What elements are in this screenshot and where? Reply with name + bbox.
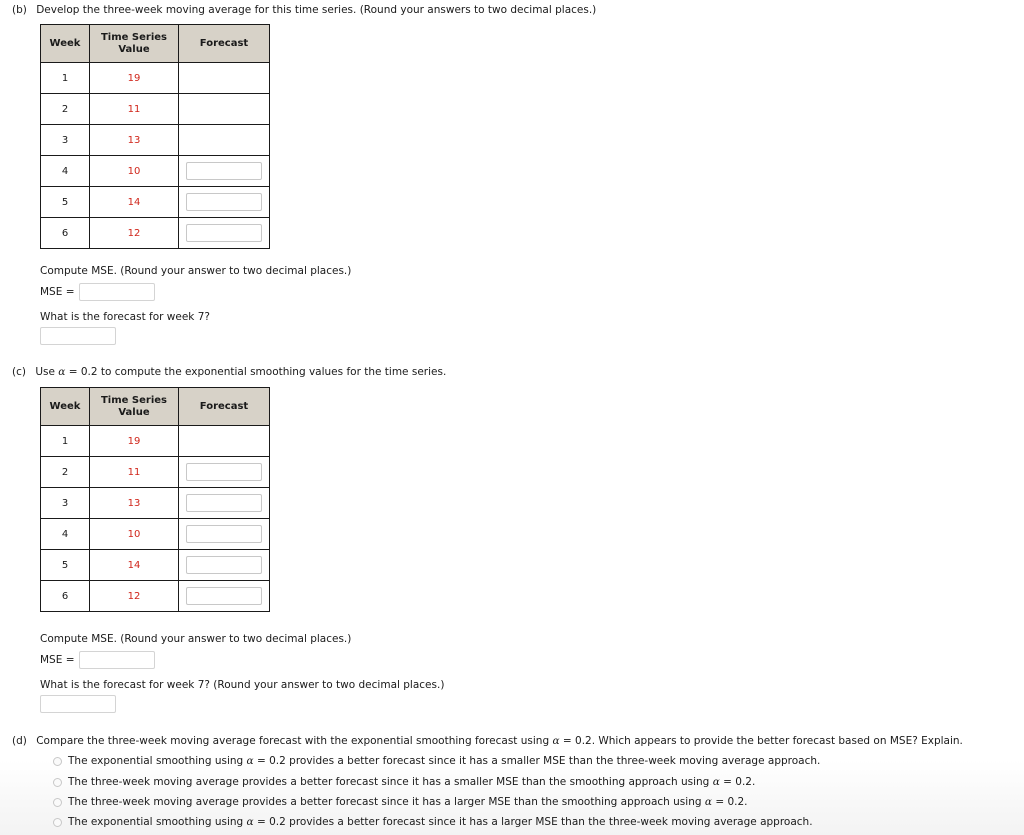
- alpha-symbol: α: [704, 796, 712, 808]
- header-forecast: Forecast: [179, 388, 270, 426]
- option-3[interactable]: [53, 796, 747, 808]
- table-header-row: [41, 25, 270, 63]
- part-d-label: (d): [12, 735, 27, 747]
- radio-button[interactable]: [53, 818, 62, 827]
- alpha-symbol: α: [246, 816, 254, 828]
- smoothing-input-week-3[interactable]: [186, 494, 262, 512]
- week-cell: 1: [41, 426, 90, 457]
- week-cell: 2: [41, 94, 90, 125]
- header-week: Week: [41, 25, 90, 63]
- forecast-input-week-6[interactable]: [186, 224, 262, 242]
- forecast-cell-empty: [179, 94, 270, 125]
- smoothing-input-week-2[interactable]: [186, 463, 262, 481]
- value-cell: 13: [90, 488, 179, 519]
- option-text-post: = 0.2 provides a better forecast since it has a smaller MSE than the three-week moving average approach.: [256, 755, 821, 767]
- forecast-cell: [179, 187, 270, 218]
- part-c-instruction-post: = 0.2 to compute the exponential smoothing values for the time series.: [68, 366, 447, 378]
- table-row: [41, 426, 270, 457]
- forecast-input-week-4[interactable]: [186, 162, 262, 180]
- value-cell: 14: [90, 187, 179, 218]
- header-forecast: Forecast: [179, 25, 270, 63]
- week-cell: 2: [41, 457, 90, 488]
- week-cell: 3: [41, 488, 90, 519]
- radio-button[interactable]: [53, 778, 62, 787]
- radio-button[interactable]: [53, 757, 62, 766]
- value-cell: 11: [90, 94, 179, 125]
- table-row: [41, 63, 270, 94]
- part-b-instruction: Develop the three-week moving average for this time series. (Round your answers to two decimal places.): [36, 4, 597, 16]
- header-value-line1: Time Series: [100, 394, 167, 406]
- smoothing-input-week-5[interactable]: [186, 556, 262, 574]
- week-cell: 5: [41, 187, 90, 218]
- week-cell: 5: [41, 550, 90, 581]
- part-c-mse-prompt: Compute MSE. (Round your answer to two decimal places.): [40, 633, 352, 645]
- option-1[interactable]: [53, 755, 820, 767]
- table-row: [41, 94, 270, 125]
- forecast-cell: [179, 550, 270, 581]
- table-row: [41, 218, 270, 249]
- week-cell: 1: [41, 63, 90, 94]
- smoothing-input-week-6[interactable]: [186, 587, 262, 605]
- forecast-cell-empty: [179, 125, 270, 156]
- table-row: [41, 125, 270, 156]
- part-c-mse-row: [40, 651, 155, 669]
- part-b-heading: [12, 4, 596, 16]
- part-d-heading: [12, 735, 963, 747]
- option-text-pre: The exponential smoothing using: [68, 816, 244, 828]
- value-cell: 11: [90, 457, 179, 488]
- smoothing-input-week-4[interactable]: [186, 525, 262, 543]
- forecast-cell: [179, 156, 270, 187]
- header-value: [90, 388, 179, 426]
- alpha-symbol: α: [552, 735, 560, 747]
- part-b-week7-input[interactable]: [40, 327, 116, 345]
- option-text-pre: The three-week moving average provides a better forecast since it has a larger MSE than the smoothing approach using: [68, 796, 702, 808]
- part-c-instruction-pre: Use: [35, 366, 55, 378]
- value-cell: 19: [90, 63, 179, 94]
- option-text-post: = 0.2.: [723, 776, 756, 788]
- table-row: [41, 519, 270, 550]
- part-c-label: (c): [12, 366, 26, 378]
- forecast-input-week-5[interactable]: [186, 193, 262, 211]
- header-value-line2: Value: [118, 406, 150, 418]
- table-row: [41, 581, 270, 612]
- alpha-symbol: α: [58, 366, 66, 378]
- forecast-cell: [179, 218, 270, 249]
- exponential-smoothing-table: [40, 387, 270, 612]
- week-cell: 4: [41, 519, 90, 550]
- forecast-cell-empty: [179, 426, 270, 457]
- part-b-forecast-prompt: What is the forecast for week 7?: [40, 311, 210, 323]
- option-text-post: = 0.2 provides a better forecast since it has a larger MSE than the three-week moving average approach.: [256, 816, 813, 828]
- header-week: Week: [41, 388, 90, 426]
- value-cell: 10: [90, 156, 179, 187]
- option-text-pre: The exponential smoothing using: [68, 755, 244, 767]
- part-c-mse-input[interactable]: [79, 651, 155, 669]
- part-c-week7-input[interactable]: [40, 695, 116, 713]
- value-cell: 10: [90, 519, 179, 550]
- header-value: [90, 25, 179, 63]
- table-row: [41, 187, 270, 218]
- part-c-heading: [12, 366, 446, 378]
- value-cell: 14: [90, 550, 179, 581]
- option-text-pre: The three-week moving average provides a better forecast since it has a smaller MSE than the smoothing approach using: [68, 776, 710, 788]
- header-value-line1: Time Series: [100, 31, 167, 43]
- forecast-cell-empty: [179, 63, 270, 94]
- moving-average-table: [40, 24, 270, 249]
- part-b-mse-input[interactable]: [79, 283, 155, 301]
- radio-button[interactable]: [53, 798, 62, 807]
- week-cell: 3: [41, 125, 90, 156]
- part-c-forecast-prompt: What is the forecast for week 7? (Round your answer to two decimal places.): [40, 679, 445, 691]
- header-value-line2: Value: [118, 43, 150, 55]
- option-text-post: = 0.2.: [715, 796, 748, 808]
- part-b-mse-label: MSE =: [40, 286, 75, 298]
- value-cell: 12: [90, 581, 179, 612]
- option-2[interactable]: [53, 776, 755, 788]
- table-row: [41, 457, 270, 488]
- week-cell: 6: [41, 581, 90, 612]
- forecast-cell: [179, 519, 270, 550]
- part-d-question-post: = 0.2. Which appears to provide the better forecast based on MSE? Explain.: [562, 735, 963, 747]
- table-header-row: [41, 388, 270, 426]
- value-cell: 13: [90, 125, 179, 156]
- forecast-cell: [179, 457, 270, 488]
- table-row: [41, 156, 270, 187]
- table-row: [41, 488, 270, 519]
- part-c-mse-label: MSE =: [40, 654, 75, 666]
- alpha-symbol: α: [246, 755, 254, 767]
- part-b-mse-row: [40, 283, 155, 301]
- value-cell: 19: [90, 426, 179, 457]
- forecast-cell: [179, 581, 270, 612]
- week-cell: 4: [41, 156, 90, 187]
- value-cell: 12: [90, 218, 179, 249]
- part-b-mse-prompt: Compute MSE. (Round your answer to two decimal places.): [40, 265, 352, 277]
- alpha-symbol: α: [712, 776, 720, 788]
- forecast-cell: [179, 488, 270, 519]
- part-d-question-pre: Compare the three-week moving average forecast with the exponential smoothing forecast using: [36, 735, 550, 747]
- table-row: [41, 550, 270, 581]
- option-4[interactable]: [53, 816, 813, 828]
- week-cell: 6: [41, 218, 90, 249]
- part-b-label: (b): [12, 4, 27, 16]
